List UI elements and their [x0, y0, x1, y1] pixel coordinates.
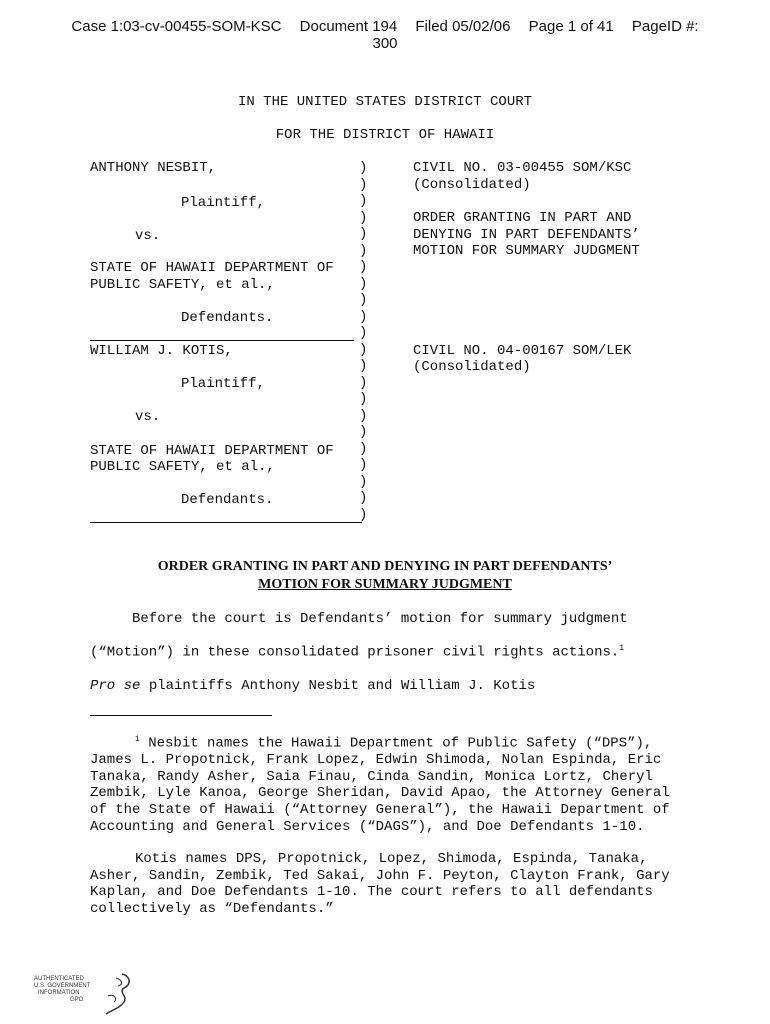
body-line-2: (“Motion”) in these consolidated prisoner civil rights actions.$^1$	[90, 644, 625, 661]
plaintiff-2-role: Plaintiff,	[181, 376, 266, 392]
defendant-1-role: Defendants.	[181, 310, 274, 326]
court-name: IN THE UNITED STATES DISTRICT COURT	[237, 94, 533, 110]
defendant-1-line1: STATE OF HAWAII DEPARTMENT OF	[90, 260, 334, 276]
order-caption-line3: MOTION FOR SUMMARY JUDGMENT	[413, 243, 640, 259]
versus-2: vs.	[135, 409, 161, 425]
page-id-label: PageID #:	[631, 18, 699, 35]
defendant-1-line2: PUBLIC SAFETY, et al.,	[90, 277, 275, 293]
defendant-2-line1: STATE OF HAWAII DEPARTMENT OF	[90, 443, 334, 459]
page-count: Page 1 of 41	[528, 18, 614, 35]
plaintiff-1-name: ANTHONY NESBIT,	[90, 160, 217, 176]
order-title-line2: MOTION FOR SUMMARY JUDGMENT	[258, 577, 512, 592]
gpo-authentication-seal: AUTHENTICATED U.S. GOVERNMENT INFORMATION GPO	[34, 970, 134, 1016]
consolidated-1: (Consolidated)	[413, 177, 531, 193]
document-number: Document 194	[299, 18, 398, 35]
footnote-paragraph-1: Nesbit names the Hawaii Department of Public Safety (“DPS”), James L. Propotnick, Frank Lopez, Edwin Shimoda, Nolan Espinda, Eric Tanaka, Randy Asher, Saia Finau, Cinda Sandin, Monica Lortz, Cheryl Zembik, Lyle Kanoa, George Sheridan, David Apao, the Attorney General of the State of Hawaii (“Attorney General”), the Hawaii Department of Accounting and General Services (“DAGS”), and Doe Defendants 1-10.	[90, 735, 670, 835]
footnote-paragraph-2: Kotis names DPS, Propotnick, Lopez, Shimoda, Espinda, Tanaka, Asher, Sandin, Zembik, Ted Sakai, John F. Peyton, Clayton Frank, Gary Kaplan, and Doe Defendants 1-10. The court refers to all defendants collectively as “Defendants.”	[90, 851, 670, 917]
court-district: FOR THE DISTRICT OF HAWAII	[275, 127, 495, 143]
caption-1-divider	[90, 340, 354, 341]
order-caption-line2: DENYING IN PART DEFENDANTS’	[413, 227, 640, 243]
footnote-separator	[90, 715, 272, 716]
footnote	[90, 732, 690, 918]
footnote-mark: 1	[135, 735, 140, 744]
plaintiff-1-role: Plaintiff,	[181, 195, 266, 211]
footnote-reference: 1	[619, 644, 625, 653]
order-title-line1: ORDER GRANTING IN PART AND DENYING IN PART DEFENDANTS’	[157, 559, 613, 574]
defendant-2-line2: PUBLIC SAFETY, et al.,	[90, 459, 275, 475]
filed-date: Filed 05/02/06	[415, 18, 511, 35]
civil-number-1: CIVIL NO. 03-00455 SOM/KSC	[413, 160, 632, 176]
order-caption-line1: ORDER GRANTING IN PART AND	[413, 210, 632, 226]
body-line-3: Pro se plaintiffs Anthony Nesbit and William J. Kotis	[90, 678, 536, 694]
body-line-1: Before the court is Defendants’ motion for summary judgment	[90, 611, 628, 627]
caption-parentheses: ) ) ) ) ) ) ) ) ) ) ) ) ) ) ) ) ) ) ) ) ) )	[359, 160, 368, 523]
plaintiff-2-name: WILLIAM J. KOTIS,	[90, 343, 233, 359]
page-id-number: 300	[372, 35, 398, 52]
consolidated-2: (Consolidated)	[413, 359, 531, 375]
civil-number-2: CIVIL NO. 04-00167 SOM/LEK	[413, 343, 632, 359]
case-number: Case 1:03-cv-00455-SOM-KSC	[71, 18, 282, 35]
eagle-seal-icon	[94, 970, 134, 1016]
defendant-2-role: Defendants.	[181, 492, 274, 508]
caption-2-divider	[90, 522, 362, 523]
versus-1: vs.	[135, 228, 161, 244]
